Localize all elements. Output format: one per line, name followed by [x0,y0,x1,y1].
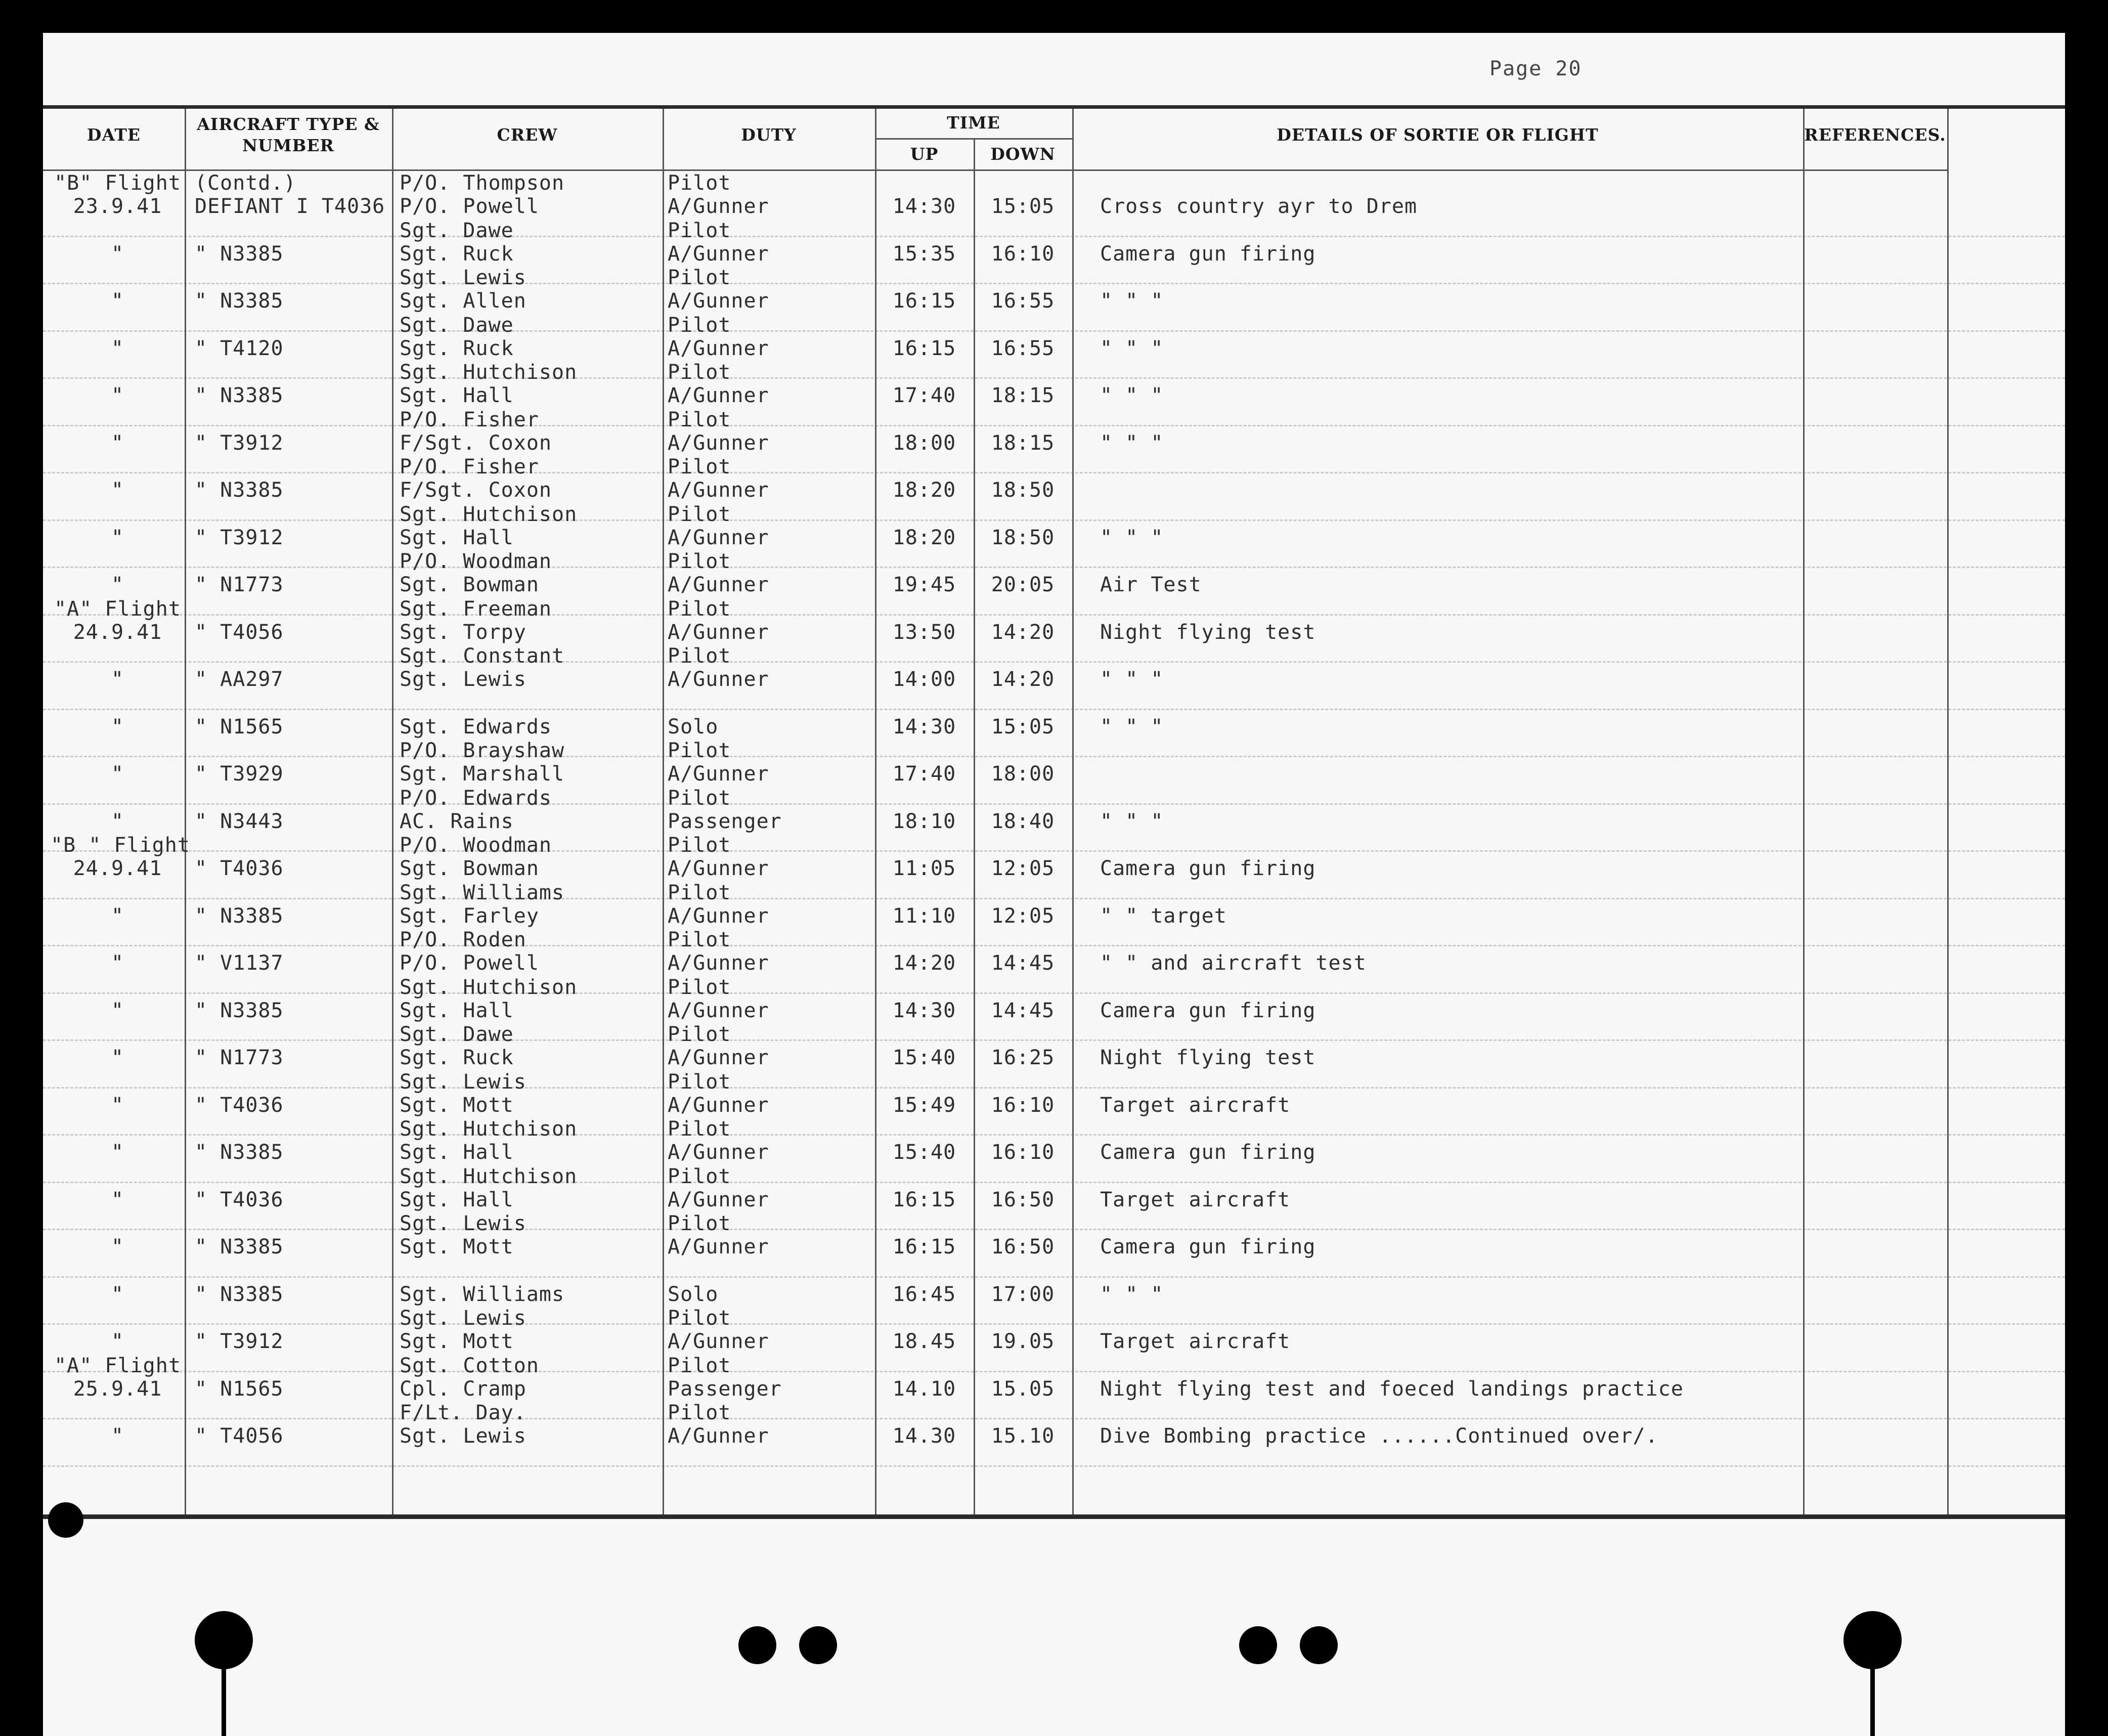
entry-crew-line1: P/O. Thompson [400,171,565,195]
entry-up: 17:40 [892,384,956,407]
entry-details: " " and aircraft test [1100,951,1367,975]
entry-crew-line1: P/O. Woodman [400,550,552,573]
entry-date-line2: 23.9.41 [73,195,162,218]
entry-date-line2: " [111,1093,124,1117]
column-divider [1947,109,1949,1514]
entry-date-line2: " [111,242,124,266]
entry-crew-line2: Sgt. Edwards [400,715,552,739]
entry-down: 14:20 [991,668,1055,691]
entry-crew-line1: Sgt. Constant [400,644,565,668]
entry-details: " " " [1100,336,1164,360]
entry-crew-line2: Sgt. Hall [400,999,514,1022]
entry-up: 15:49 [892,1093,956,1117]
punch-hole [1300,1626,1338,1664]
entry-date-line1: "A" Flight [54,597,181,621]
entry-crew-line1: Sgt. Dawe [400,1023,514,1046]
entry-details: Target aircraft [1100,1188,1291,1211]
entry-duty-line1: Pilot [668,313,731,337]
entry-up: 13:50 [892,620,956,644]
entry-crew-line2: Sgt. Torpy [400,620,526,644]
entry-crew-line1: Sgt. Hutchison [400,361,578,384]
entry-date-line2: " [111,1424,124,1448]
entry-duty-line2: A/Gunner [668,289,769,313]
entry-crew-line2: Sgt. Lewis [400,1424,526,1448]
entry-crew-line2: Sgt. Mott [400,1093,514,1117]
entry-down: 16:10 [991,1141,1055,1164]
entry-ac-line1: (Contd.) [195,171,296,195]
entry-up: 11:05 [892,857,956,880]
entry-date-line2: " [111,289,124,313]
header-crew: CREW [497,125,558,145]
entry-crew-line1: P/O. Woodman [400,834,552,857]
entry-down: 19.05 [991,1330,1055,1353]
entry-duty-line1: Pilot [668,786,731,810]
entry-up: 17:40 [892,762,956,786]
entry-duty-line1: Pilot [668,1401,731,1424]
entry-duty-line1: Pilot [668,502,731,526]
entry-details: Target aircraft [1100,1330,1291,1353]
entry-duty-line1: Pilot [668,550,731,573]
entry-crew-line2: Sgt. Bowman [400,857,539,880]
entry-duty-line2: A/Gunner [668,904,769,928]
header-rule [43,169,1947,171]
entry-ac-line2: " N1565 [195,715,284,739]
punch-hole [1239,1626,1277,1664]
entry-down: 12:05 [991,904,1055,928]
entry-crew-line1: Sgt. Freeman [400,597,552,621]
entry-date-line2: " [111,715,124,739]
entry-duty-line2: A/Gunner [668,1424,769,1448]
entry-down: 15.10 [991,1424,1055,1448]
entry-up: 18:20 [892,479,956,502]
entry-crew-line2: P/O. Powell [400,195,539,218]
entry-down: 17:00 [991,1282,1055,1306]
entry-duty-line1: Pilot [668,834,731,857]
entry-date-line2: " [111,951,124,975]
entry-crew-line1: Sgt. Lewis [400,1307,526,1330]
entry-date-line2: " [111,573,124,596]
entry-details: " " " [1100,1282,1164,1306]
entry-ac-line2: " N3385 [195,999,284,1022]
entry-crew-line2: Sgt. Hall [400,384,514,407]
entry-ac-line2: " T4036 [195,1188,284,1211]
entry-ac-line2: " N3385 [195,1141,284,1164]
column-divider [392,109,393,1514]
entry-duty-line1: Pilot [668,1117,731,1141]
entry-crew-line2: F/Sgt. Coxon [400,479,552,502]
entry-up: 18:10 [892,809,956,833]
entry-up: 16:15 [892,1235,956,1258]
entry-duty-line2: A/Gunner [668,1330,769,1353]
entry-ac-line2: " N3385 [195,289,284,313]
entry-ac-line2: DEFIANT I T4036 [195,195,385,218]
entry-ac-line2: " N3385 [195,904,284,928]
entry-date-line2: " [111,809,124,833]
entry-duty-line2: A/Gunner [668,1141,769,1164]
entry-ac-line2: " N1773 [195,573,284,596]
entry-crew-line1: Sgt. Hutchison [400,1164,578,1188]
entry-duty-line2: A/Gunner [668,857,769,880]
entry-down: 16:10 [991,1093,1055,1117]
entry-duty-line2: A/Gunner [668,620,769,644]
entry-crew-line1: Sgt. Hutchison [400,975,578,999]
entry-date-line2: " [111,1188,124,1211]
entry-details: " " " [1100,715,1164,739]
entry-date-line2: " [111,336,124,360]
entry-details: " " " [1100,431,1164,455]
entry-up: 18:00 [892,431,956,455]
entry-ac-line2: " N3385 [195,1235,284,1258]
header-references: REFERENCES. [1804,125,1946,145]
entry-ac-line2: " T3912 [195,526,284,549]
entry-duty-line2: A/Gunner [668,1235,769,1258]
entry-details: Night flying test [1100,1046,1316,1069]
entry-crew-line2: Sgt. Hall [400,1188,514,1211]
header-date: DATE [86,125,141,145]
entry-duty-line2: A/Gunner [668,573,769,596]
entry-duty-line2: A/Gunner [668,951,769,975]
entry-up: 19:45 [892,573,956,596]
entry-ac-line2: " N3385 [195,1282,284,1306]
entry-ac-line2: " T4036 [195,1093,284,1117]
entry-details: Camera gun firing [1100,242,1316,266]
entry-duty-line2: A/Gunner [668,242,769,266]
entry-details: " " " [1100,289,1164,313]
entry-duty-line1: Pilot [668,1070,731,1094]
entry-crew-line2: Sgt. Mott [400,1235,514,1258]
entry-down: 16:50 [991,1235,1055,1258]
entry-date-line2: " [111,668,124,691]
entry-ac-line2: " N3385 [195,242,284,266]
entry-up: 16:15 [892,1188,956,1211]
punch-hole [48,1502,83,1538]
entry-crew-line1: P/O. Edwards [400,786,552,810]
entry-up: 14:20 [892,951,956,975]
entry-duty-line2: A/Gunner [668,1093,769,1117]
entry-details: Air Test [1100,573,1202,596]
entry-details: Target aircraft [1100,1093,1291,1117]
entry-crew-line1: F/Lt. Day. [400,1401,526,1424]
entry-details: Night flying test and foeced landings practice [1100,1377,1684,1401]
entry-down: 14:20 [991,620,1055,644]
entry-up: 16:15 [892,336,956,360]
entry-down: 15:05 [991,195,1055,218]
entry-up: 16:45 [892,1282,956,1306]
entry-date-line1: "B " Flight [51,834,190,857]
entry-up: 15:40 [892,1046,956,1069]
page-number: Page 20 [1489,57,1582,80]
entry-ac-line2: " N1773 [195,1046,284,1069]
entry-up: 11:10 [892,904,956,928]
entry-date-line2: " [111,904,124,928]
entry-crew-line2: Sgt. Williams [400,1282,565,1306]
entry-duty-line1: Pilot [668,1212,731,1235]
entry-details: " " " [1100,384,1164,407]
entry-crew-line1: P/O. Roden [400,928,526,951]
entry-duty-line2: A/Gunner [668,762,769,786]
entry-date-line1: "B" Flight [54,171,181,195]
entry-date-line2: " [111,526,124,549]
entry-down: 18:50 [991,479,1055,502]
entry-up: 16:15 [892,289,956,313]
entry-duty-line2: A/Gunner [668,668,769,691]
entry-date-line2: " [111,431,124,455]
entry-crew-line2: AC. Rains [400,809,514,833]
entry-ac-line2: " T4056 [195,1424,284,1448]
entry-down: 16:10 [991,242,1055,266]
entry-date-line2: " [111,1046,124,1069]
entry-duty-line1: Pilot [668,361,731,384]
entry-up: 18:20 [892,526,956,549]
entry-up: 14:30 [892,715,956,739]
entry-down: 12:05 [991,857,1055,880]
entry-date-line2: " [111,1282,124,1306]
entry-down: 16:50 [991,1188,1055,1211]
entry-crew-line2: Sgt. Hall [400,526,514,549]
entry-duty-line1: Pilot [668,739,731,762]
entry-crew-line2: Sgt. Ruck [400,336,514,360]
entry-down: 16:25 [991,1046,1055,1069]
entry-duty-line2: Passenger [668,809,782,833]
entry-date-line2: " [111,384,124,407]
entry-down: 14:45 [991,999,1055,1022]
entry-down: 16:55 [991,336,1055,360]
header-time: TIME [947,113,1000,133]
entry-down: 18:15 [991,384,1055,407]
entry-duty-line2: A/Gunner [668,431,769,455]
entry-duty-line2: A/Gunner [668,479,769,502]
entry-ac-line2: " T3912 [195,1330,284,1353]
entry-down: 15.05 [991,1377,1055,1401]
entry-details: Cross country ayr to Drem [1100,195,1418,218]
entry-crew-line1: Sgt. Dawe [400,313,514,337]
entry-crew-line1: Sgt. Lewis [400,1212,526,1235]
entry-date-line2: " [111,762,124,786]
entry-date-line1: "A" Flight [54,1354,181,1377]
entry-duty-line2: Solo [668,715,719,739]
entry-details: " " " [1100,668,1164,691]
entry-crew-line2: Sgt. Ruck [400,1046,514,1069]
entry-details: " " " [1100,526,1164,549]
entry-ac-line2: " N1565 [195,1377,284,1401]
entry-up: 15:35 [892,242,956,266]
record-sheet [43,33,2065,1736]
entry-down: 16:55 [991,289,1055,313]
entry-date-line2: " [111,999,124,1022]
header-time-down: DOWN [990,144,1056,164]
entry-down: 14:45 [991,951,1055,975]
entry-crew-line1: P/O. Fisher [400,455,539,479]
entry-duty-line1: Pilot [668,408,731,431]
entry-ac-line2: " T3912 [195,431,284,455]
entry-duty-line1: Pilot [668,597,731,621]
operations-record-table [43,105,2065,1519]
entry-duty-line2: A/Gunner [668,999,769,1022]
entry-up: 15:40 [892,1141,956,1164]
entry-date-line2: 25.9.41 [73,1377,162,1401]
entry-duty-line1: Pilot [668,266,731,289]
entry-crew-line2: Sgt. Ruck [400,242,514,266]
column-divider [974,139,975,1514]
entry-ac-line2: " AA297 [195,668,284,691]
entry-details: " " " [1100,809,1164,833]
entry-date-line2: " [111,1235,124,1258]
entry-crew-line1: P/O. Brayshaw [400,739,565,762]
punch-hole [799,1626,837,1664]
entry-crew-line2: Sgt. Mott [400,1330,514,1353]
entry-down: 18:40 [991,809,1055,833]
entry-crew-line2: Sgt. Lewis [400,668,526,691]
column-divider [1072,109,1074,1514]
entry-details: Camera gun firing [1100,999,1316,1022]
entry-crew-line2: Sgt. Farley [400,904,539,928]
binder-slot [1870,1652,1875,1736]
entry-down: 18:00 [991,762,1055,786]
entry-ac-line2: " T3929 [195,762,284,786]
header-time-up: UP [910,144,939,164]
entry-duty-line1: Pilot [668,219,731,242]
column-divider [663,109,664,1514]
entry-duty-line2: Passenger [668,1377,782,1401]
entry-details: Dive Bombing practice ......Continued over/. [1100,1424,1658,1448]
punch-hole [738,1626,776,1664]
header-aircraft: AIRCRAFT TYPE & NUMBER [197,114,380,155]
entry-date-line2: " [111,1141,124,1164]
binder-slot [222,1652,226,1736]
entry-duty-line1: Pilot [668,455,731,479]
entry-ac-line2: " T4036 [195,857,284,880]
entry-crew-line1: Sgt. Hutchison [400,1117,578,1141]
entry-up: 14.10 [892,1377,956,1401]
entry-details: Night flying test [1100,620,1316,644]
entry-duty-line2: A/Gunner [668,195,769,218]
entry-crew-line2: P/O. Powell [400,951,539,975]
entry-crew-line1: Sgt. Hutchison [400,502,578,526]
entry-crew-line1: Sgt. Lewis [400,1070,526,1094]
entry-ac-line2: " N3385 [195,479,284,502]
entry-duty-line2: A/Gunner [668,1046,769,1069]
entry-crew-line1: Sgt. Williams [400,881,565,904]
entry-crew-line2: Sgt. Marshall [400,762,565,786]
entry-up: 14:00 [892,668,956,691]
entry-duty-line1: Pilot [668,644,731,668]
entry-ac-line2: " T4056 [195,620,284,644]
entry-crew-line2: Cpl. Cramp [400,1377,526,1401]
entry-ac-line2: " N3385 [195,384,284,407]
column-divider [185,109,186,1514]
entry-ac-line2: " V1137 [195,951,284,975]
entry-ac-line2: " T4120 [195,336,284,360]
entry-duty-line2: A/Gunner [668,526,769,549]
entry-details: Camera gun firing [1100,1235,1316,1258]
entry-down: 18:15 [991,431,1055,455]
header-details: DETAILS OF SORTIE OR FLIGHT [1277,125,1599,145]
entry-duty-line2: A/Gunner [668,384,769,407]
entry-date-line2: " [111,1330,124,1353]
time-subheader-rule [875,138,1072,140]
entry-crew-line1: Sgt. Cotton [400,1354,539,1377]
entry-down: 20:05 [991,573,1055,596]
entry-details: Camera gun firing [1100,1141,1316,1164]
header-duty: DUTY [741,125,797,145]
entry-crew-line2: Sgt. Hall [400,1141,514,1164]
entry-date-line2: 24.9.41 [73,857,162,880]
entry-crew-line2: Sgt. Bowman [400,573,539,596]
entry-duty-line1: Pilot [668,1164,731,1188]
entry-duty-line2: A/Gunner [668,1188,769,1211]
entry-duty-line1: Pilot [668,171,731,195]
entry-crew-line1: Sgt. Lewis [400,266,526,289]
entry-down: 15:05 [991,715,1055,739]
entry-duty-line1: Pilot [668,1354,731,1377]
entry-up: 14.30 [892,1424,956,1448]
entry-duty-line1: Pilot [668,1307,731,1330]
column-divider [875,109,876,1514]
entry-duty-line1: Pilot [668,928,731,951]
entry-details: " " target [1100,904,1227,928]
entry-duty-line1: Pilot [668,1023,731,1046]
entry-ac-line2: " N3443 [195,809,284,833]
entry-duty-line2: A/Gunner [668,336,769,360]
entry-duty-line2: Solo [668,1282,719,1306]
column-divider [1803,109,1805,1514]
entry-crew-line1: Sgt. Dawe [400,219,514,242]
entry-up: 18.45 [892,1330,956,1353]
entry-up: 14:30 [892,999,956,1022]
entry-details: Camera gun firing [1100,857,1316,880]
entry-crew-line1: P/O. Fisher [400,408,539,431]
entry-date-line2: 24.9.41 [73,620,162,644]
entry-down: 18:50 [991,526,1055,549]
entry-crew-line2: Sgt. Allen [400,289,526,313]
entry-crew-line2: F/Sgt. Coxon [400,431,552,455]
entry-duty-line1: Pilot [668,975,731,999]
entry-up: 14:30 [892,195,956,218]
entry-duty-line1: Pilot [668,881,731,904]
entry-date-line2: " [111,479,124,502]
